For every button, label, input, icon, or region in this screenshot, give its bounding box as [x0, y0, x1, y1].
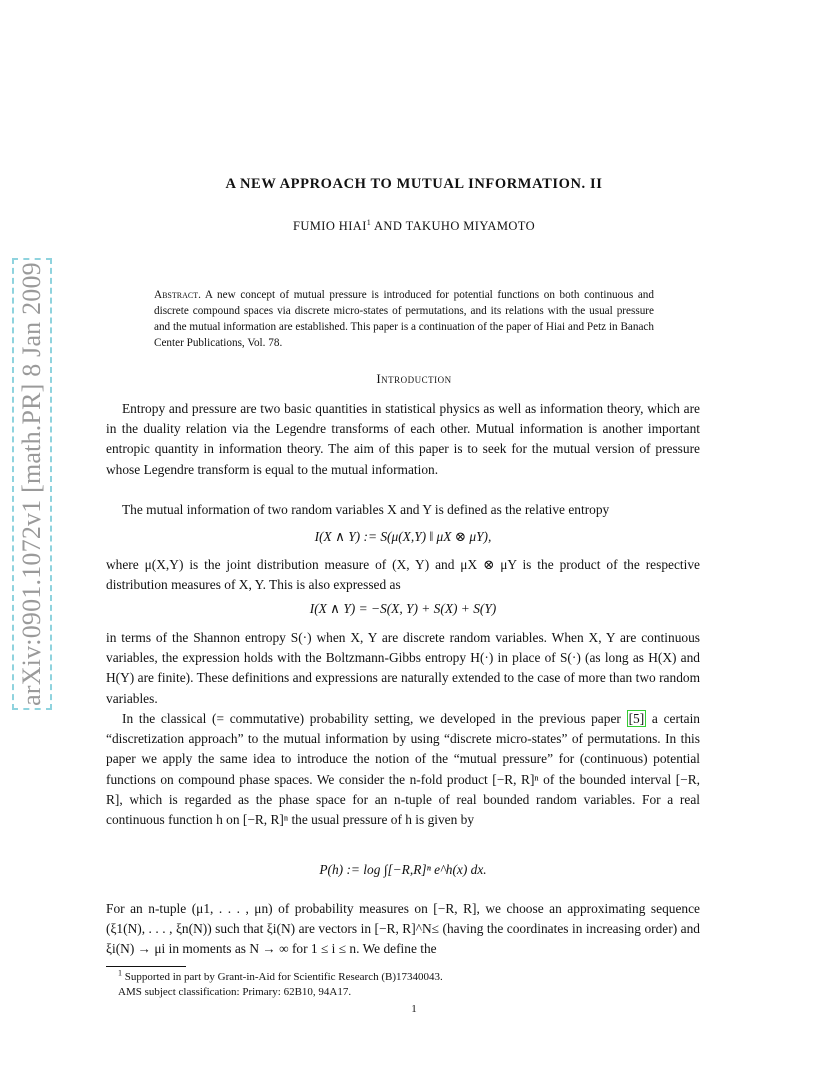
paragraph: The mutual information of two random variables X and Y is defined as the relative entropy: [122, 502, 610, 517]
abstract-label: Abstract.: [154, 289, 201, 301]
footnote-marker: 1: [366, 217, 372, 227]
equation: I(X ∧ Y) := S(μ(X,Y) ‖ μX ⊗ μY),: [314, 529, 492, 544]
abstract-text: A new concept of mutual pressure is introduced for potential functions on both continuous and discrete compound spaces via discrete micro-states of permutations, and its relations with the usual pressure and the mutual information are established. This paper is a continuation of the paper of Hiai and Petz in Banach Center Publications, Vol. 78.: [154, 289, 654, 349]
equation: P(h) := log ∫[−R,R]ⁿ e^h(x) dx.: [319, 862, 487, 877]
citation-link[interactable]: [5]: [628, 711, 645, 726]
equation: I(X ∧ Y) = −S(X, Y) + S(X) + S(Y): [309, 601, 497, 616]
abstract: [154, 287, 654, 351]
footnote-marker: 1: [118, 968, 122, 978]
footnote-text: Supported in part by Grant-in-Aid for Scientific Research (B)17340043.: [124, 971, 443, 983]
author-line: [0, 219, 828, 234]
page-number: 1: [411, 1003, 417, 1015]
paragraph: Entropy and pressure are two basic quantities in statistical physics as well as information theory, which are in the duality relation via the Legendre transforms of each other. Mutual information is another important entropic quantity in information theory. The aim of this paper is to seek for the mutual version of pressure whose Legendre transform is equal to the mutual information.: [106, 401, 700, 477]
paper-title: A NEW APPROACH TO MUTUAL INFORMATION. II: [225, 176, 603, 192]
arxiv-identifier: arXiv:0901.1072v1 [math.PR] 8 Jan 2009: [17, 262, 46, 706]
paragraph-text: a certain “discretization approach” to the mutual information by using “discrete micro-states” of permutations. In this paper we apply the same idea to introduce the notion of the “mutual pressure” for (continuous) potential functions on compound phase spaces. We consider the n-fold product [−R, R]ⁿ of the bounded interval [−R, R], which is regarded as the phase space for an n-tuple of real bounded random variables. For a real continuous function h on [−R, R]ⁿ the usual pressure of h is given by: [106, 711, 700, 828]
paragraph: in terms of the Shannon entropy S(·) when X, Y are discrete random variables. When X, Y are continuous variables, the expression holds with the Boltzmann-Gibbs entropy H(·) in place of S(·) (as long as H(X) and H(Y) are finite). These definitions and expressions are naturally extended to the case of more than two random variables.: [106, 630, 700, 706]
author-conjunction: AND: [371, 219, 406, 233]
paragraph: [106, 709, 700, 830]
footnote-text: AMS subject classification: Primary: 62B10, 94A17.: [118, 986, 352, 998]
paragraph-text: In the classical (= commutative) probability setting, we developed in the previous paper: [122, 711, 627, 726]
author-name: TAKUHO MIYAMOTO: [405, 219, 536, 233]
author-name: FUMIO HIAI: [292, 219, 367, 233]
paragraph: For an n-tuple (μ1, . . . , μn) of probability measures on [−R, R], we choose an approximating sequence (ξ1(N), . . . , ξn(N)) such that ξi(N) are vectors in [−R, R]^N≤ (having the coordinates in increasing order) and ξi(N) → μi in moments as N → ∞ for 1 ≤ i ≤ n. We define the: [106, 901, 700, 957]
section-heading: Introduction: [376, 371, 452, 386]
footnote: [118, 970, 698, 1000]
paragraph: where μ(X,Y) is the joint distribution measure of (X, Y) and μX ⊗ μY is the product of the respective distribution measures of X, Y. This is also expressed as: [106, 557, 700, 593]
footnote-rule: [106, 966, 186, 967]
arxiv-stamp: [12, 258, 52, 710]
